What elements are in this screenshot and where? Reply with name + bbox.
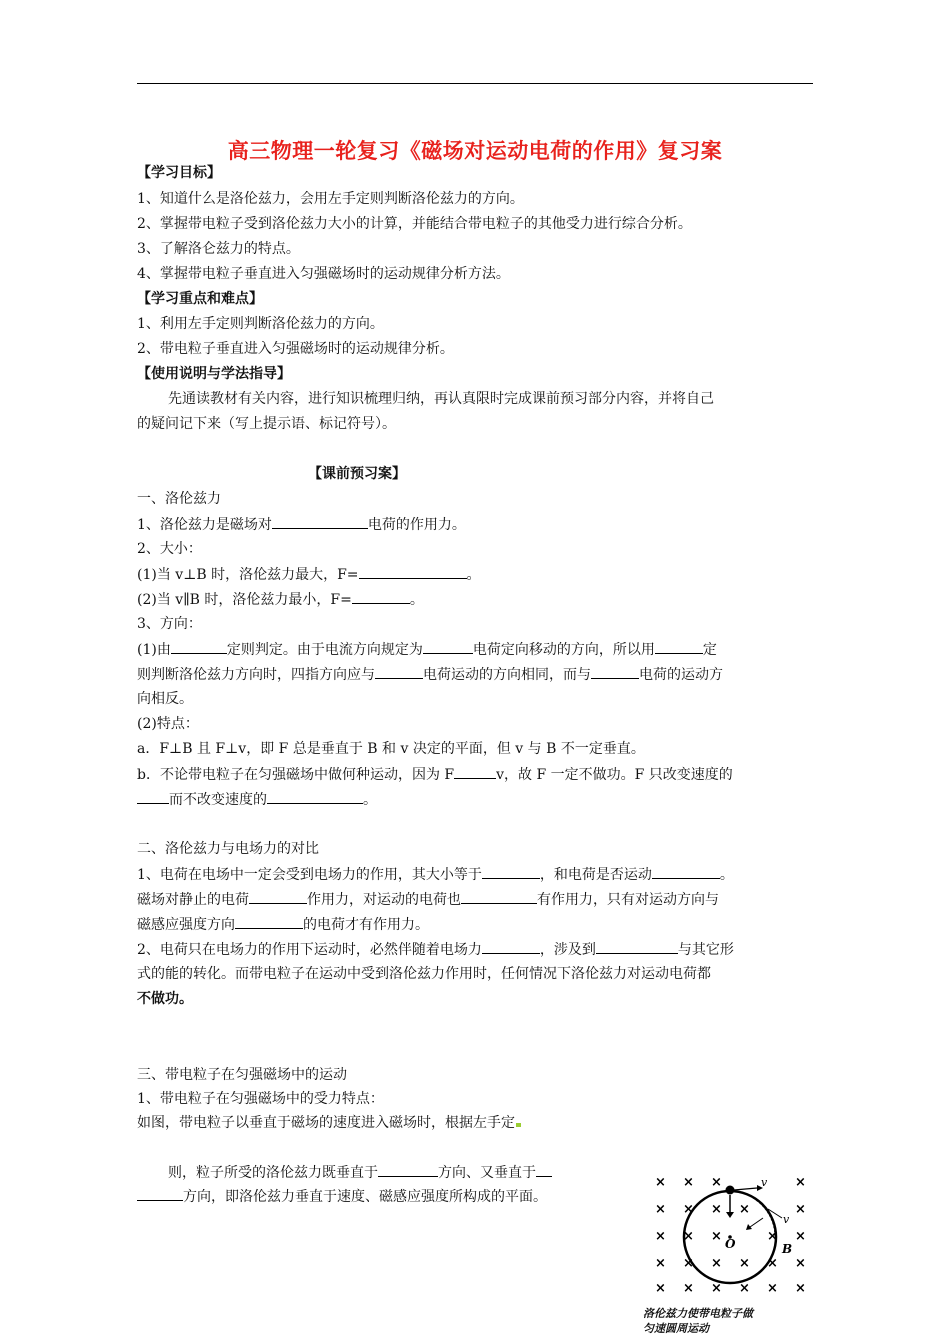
answer-blank[interactable] (423, 640, 473, 654)
svg-text:×: × (795, 1281, 806, 1296)
question-line: 式的能的转化。而带电粒子在运动中受到洛伦兹力作用时，任何情况下洛伦兹力对运动电荷都 (137, 966, 711, 982)
question-line: 则判断洛伦兹力方向时，四指方向应与 电荷运动的方向相同，而与 电荷的运动方 (137, 667, 723, 683)
answer-blank[interactable] (359, 565, 467, 579)
svg-text:×: × (655, 1175, 666, 1190)
question-line: 如图，带电粒子以垂直于磁场的速度进入磁场时，根据左手定 (137, 1114, 521, 1132)
svg-text:×: × (683, 1202, 694, 1217)
svg-text:×: × (795, 1229, 806, 1244)
answer-blank[interactable] (652, 865, 720, 879)
center-label: O (725, 1237, 736, 1251)
svg-text:×: × (767, 1229, 778, 1244)
question-line: 而不改变速度的 。 (137, 790, 377, 809)
svg-text:×: × (711, 1256, 722, 1271)
svg-text:×: × (711, 1202, 722, 1217)
question-line: 1、带电粒子在匀强磁场中的受力特点： (137, 1091, 384, 1107)
question-line: (2)当 v∥B 时，洛伦兹力最小，F= 。 (137, 592, 424, 608)
answer-blank[interactable] (352, 590, 410, 604)
goal-item: 4、掌握带电粒子垂直进入匀强磁场时的运动规律分析方法。 (137, 266, 510, 282)
question-line: 不做功。 (137, 991, 193, 1007)
question-line: 3、方向： (137, 616, 202, 632)
svg-text:×: × (795, 1202, 806, 1217)
figure-caption: 洛伦兹力使带电粒子做 匀速圆周运动 (643, 1307, 753, 1335)
svg-text:×: × (683, 1256, 694, 1271)
key-point: 2、带电粒子垂直进入匀强磁场时的运动规律分析。 (137, 341, 454, 357)
answer-blank[interactable] (482, 865, 540, 879)
answer-blank[interactable] (596, 940, 678, 954)
question-line: 2、电荷只在电场力的作用下运动时，必然伴随着电场力 ，涉及到 与其它形 (137, 942, 734, 958)
answer-blank[interactable] (137, 1187, 183, 1201)
charged-particle (726, 1186, 735, 1195)
answer-blank[interactable] (536, 1163, 552, 1177)
goal-item: 2、掌握带电粒子受到洛伦兹力大小的计算，并能结合带电粒子的其他受力进行综合分析。 (137, 216, 692, 232)
usage-heading: 【使用说明与学法指导】 (137, 366, 291, 382)
answer-blank[interactable] (378, 1163, 438, 1177)
question-line: b．不论带电粒子在匀强磁场中做何种运动，因为 F v，故 F 一定不做功。F 只改变速度的 (137, 767, 733, 783)
svg-text:×: × (655, 1256, 666, 1271)
question-line: 方向，即洛伦兹力垂直于速度、磁感应强度所构成的平面。 (137, 1187, 547, 1206)
usage-text: 先通读教材有关内容，进行知识梳理归纳，再认真限时完成课前预习部分内容，并将自己 (168, 391, 714, 407)
svg-text:×: × (711, 1175, 722, 1190)
answer-blank[interactable] (482, 940, 540, 954)
question-line: 则，粒子所受的洛伦兹力既垂直于 方向、又垂直于 (168, 1163, 552, 1182)
marker-dot (516, 1123, 521, 1127)
document-title: 高三物理一轮复习《磁场对运动电荷的作用》复习案 (227, 139, 723, 163)
svg-text:×: × (655, 1202, 666, 1217)
svg-text:×: × (655, 1229, 666, 1244)
answer-blank[interactable] (461, 890, 537, 904)
goals-heading: 【学习目标】 (137, 165, 221, 181)
answer-blank[interactable] (591, 665, 639, 679)
answer-blank[interactable] (249, 890, 307, 904)
key-heading: 【学习重点和难点】 (137, 291, 263, 307)
magnetic-field-figure (645, 1168, 820, 1308)
answer-blank[interactable] (454, 765, 496, 779)
header-rule (137, 83, 813, 84)
answer-blank[interactable] (272, 515, 368, 529)
svg-text:×: × (683, 1175, 694, 1190)
svg-text:×: × (683, 1281, 694, 1296)
section-heading: 一、洛伦兹力 (137, 491, 221, 507)
answer-blank[interactable] (171, 640, 227, 654)
section-heading: 二、洛伦兹力与电场力的对比 (137, 841, 319, 857)
question-line: a．F⊥B 且 F⊥v，即 F 总是垂直于 B 和 v 决定的平面，但 v 与 B 不一定垂直。 (137, 741, 645, 757)
answer-blank[interactable] (655, 640, 703, 654)
svg-text:×: × (739, 1256, 750, 1271)
question-line: 向相反。 (137, 691, 193, 707)
preview-heading: 【课前预习案】 (308, 466, 406, 482)
question-line: 1、电荷在电场中一定会受到电场力的作用，其大小等于 ，和电荷是否运动 。 (137, 867, 734, 883)
svg-text:×: × (711, 1281, 722, 1296)
question-line: 2、大小： (137, 541, 202, 557)
svg-text:×: × (767, 1281, 778, 1296)
answer-blank[interactable] (267, 790, 363, 804)
question-line: 磁场对静止的电荷 作用力，对运动的电荷也 有作用力，只有对运动方向与 (137, 892, 719, 908)
usage-text: 的疑问记下来（写上提示语、标记符号）。 (137, 416, 396, 432)
svg-text:×: × (711, 1229, 722, 1244)
question-line: (1)当 v⊥B 时，洛伦兹力最大，F= 。 (137, 567, 481, 583)
answer-blank[interactable] (375, 665, 423, 679)
svg-text:×: × (683, 1229, 694, 1244)
svg-text:×: × (795, 1175, 806, 1190)
svg-text:×: × (739, 1281, 750, 1296)
question-line: (1)由 定则判定。由于电流方向规定为 电荷定向移动的方向，所以用 定 (137, 642, 717, 658)
goal-item: 3、了解洛仑兹力的特点。 (137, 241, 300, 257)
goal-item: 1、知道什么是洛伦兹力，会用左手定则判断洛伦兹力的方向。 (137, 191, 524, 207)
question-line: 磁感应强度方向 的电荷才有作用力。 (137, 917, 429, 933)
key-point: 1、利用左手定则判断洛伦兹力的方向。 (137, 316, 384, 332)
velocity-label-2: v (783, 1213, 790, 1226)
velocity-label: v (761, 1176, 768, 1189)
svg-text:×: × (655, 1281, 666, 1296)
question-line: 1、洛伦兹力是磁场对 电荷的作用力。 (137, 517, 466, 533)
svg-text:×: × (767, 1256, 778, 1271)
question-line: (2)特点： (137, 716, 199, 732)
svg-text:×: × (795, 1256, 806, 1271)
answer-blank[interactable] (137, 790, 169, 804)
answer-blank[interactable] (235, 915, 303, 929)
svg-text:×: × (739, 1202, 750, 1217)
section-heading: 三、带电粒子在匀强磁场中的运动 (137, 1067, 347, 1083)
field-label: B (782, 1242, 793, 1256)
